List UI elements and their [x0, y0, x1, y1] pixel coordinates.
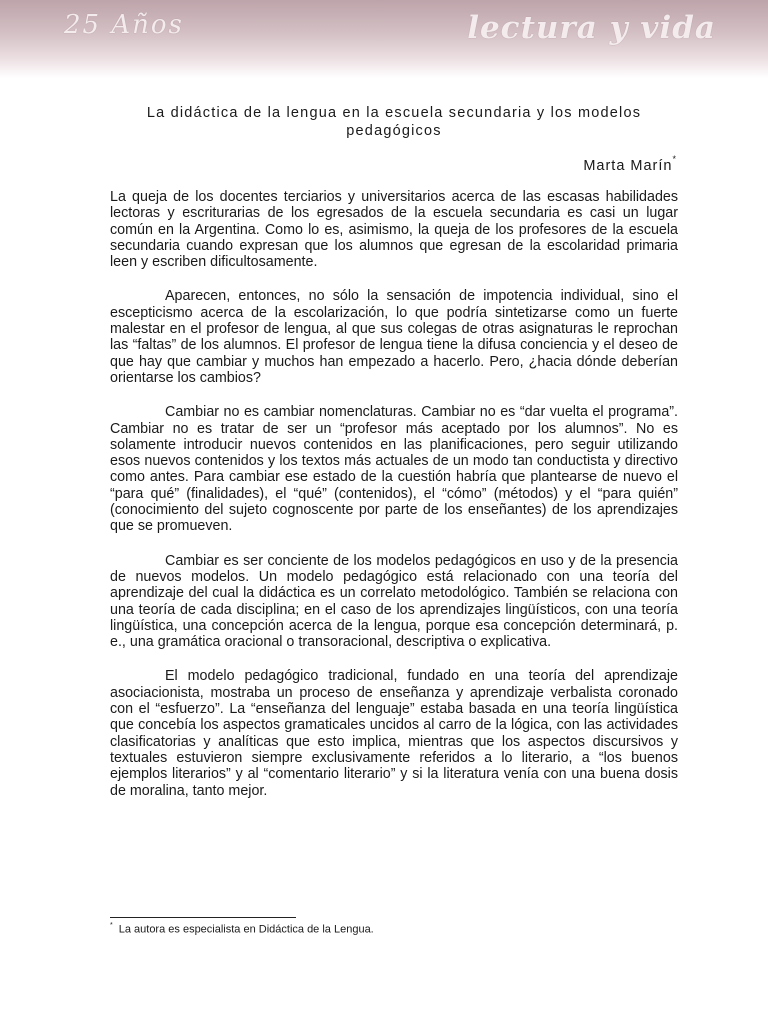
- footnote-divider: [110, 917, 296, 918]
- article-body: [110, 189, 678, 817]
- paragraph-3: Cambiar no es cambiar nomenclaturas. Cambiar no es “dar vuelta el programa”. Cambiar no es tratar de ser un “profesor más aceptado por los alumnos”. No es solamente introducir nuevos contenidos en las planificaciones, pero seguir utilizando esos nuevos contenidos y los textos más actuales de un modo tan conductista y directivo como antes. Para cambiar ese estado de la cuestión habría que plantearse de nuevo el “para qué” (finalidades), el “qué” (contenidos), el “cómo” (métodos) y el “para quién” (conocimiento del sujeto cognoscente por parte de los enseñantes) de los aprendizajes que se promueven.: [110, 404, 678, 535]
- journal-name: lectura y vida: [467, 10, 716, 46]
- footnote: [110, 923, 374, 936]
- header-banner: [0, 0, 768, 78]
- paragraph-5: El modelo pedagógico tradicional, fundado en una teoría del aprendizaje asociacionista, mostraba un proceso de enseñanza y aprendizaje verbalista coronado con el “esfuerzo”. La “enseñanza del lenguaje” estaba basada en una teoría lingüística que concebía los aspectos gramaticales uncidos al carro de la lógica, con las actividades clasificatorias y analíticas que esto implica, mientras que los aspectos discursivos y textuales estuvieron siempre exclusivamente referidos a lo literario, a “los buenos ejemplos literarios” y al “comentario literario” y si la literatura venía con una buena dosis de moralina, tanto mejor.: [110, 668, 678, 799]
- footnote-text: La autora es especialista en Didáctica de la Lengua.: [118, 923, 374, 936]
- author-line: [583, 156, 677, 174]
- author-footnote-mark: *: [672, 154, 677, 164]
- article-title: La didáctica de la lengua en la escuela secundaria y los modelos pedagógicos: [146, 105, 642, 139]
- footnote-mark: *: [110, 922, 113, 929]
- paragraph-2: Aparecen, entonces, no sólo la sensación de impotencia individual, sino el escepticismo acerca de la escolarización, lo que podría sintetizarse como un fuerte malestar en el profesor de lengua, al que sus colegas de otras asignaturas le reprochan las “faltas” de los alumnos. El profesor de lengua tiene la difusa conciencia y el deseo de que hay que cambiar y muchos han empezado a hacerlo. Pero, ¿hacia dónde deberían orientarse los cambios?: [110, 288, 678, 386]
- anniversary-label: 25 Años: [64, 10, 184, 40]
- author-name: Marta Marín: [583, 157, 673, 174]
- paragraph-4: Cambiar es ser conciente de los modelos pedagógicos en uso y de la presencia de nuevos modelos. Un modelo pedagógico está relacionado con una teoría del aprendizaje del cual la didáctica es un correlato metodológico. También se relaciona con una teoría de cada disciplina; en el caso de los aprendizajes lingüísticos, con una teoría lingüística, una concepción acerca de la lengua, porque esa concepción determinará, p. e., una gramática oracional o transoracional, descriptiva o explicativa.: [110, 552, 678, 651]
- paragraph-1: La queja de los docentes terciarios y universitarios acerca de las escasas habilidades lectoras y escriturarias de los egresados de la escuela secundaria es casi un lugar común en la Argentina. Como lo es, asimismo, la queja de los profesores de la escuela secundaria cuando expresan que los alumnos que egresan de la escolaridad primaria leen y escriben dificultosamente.: [110, 189, 678, 271]
